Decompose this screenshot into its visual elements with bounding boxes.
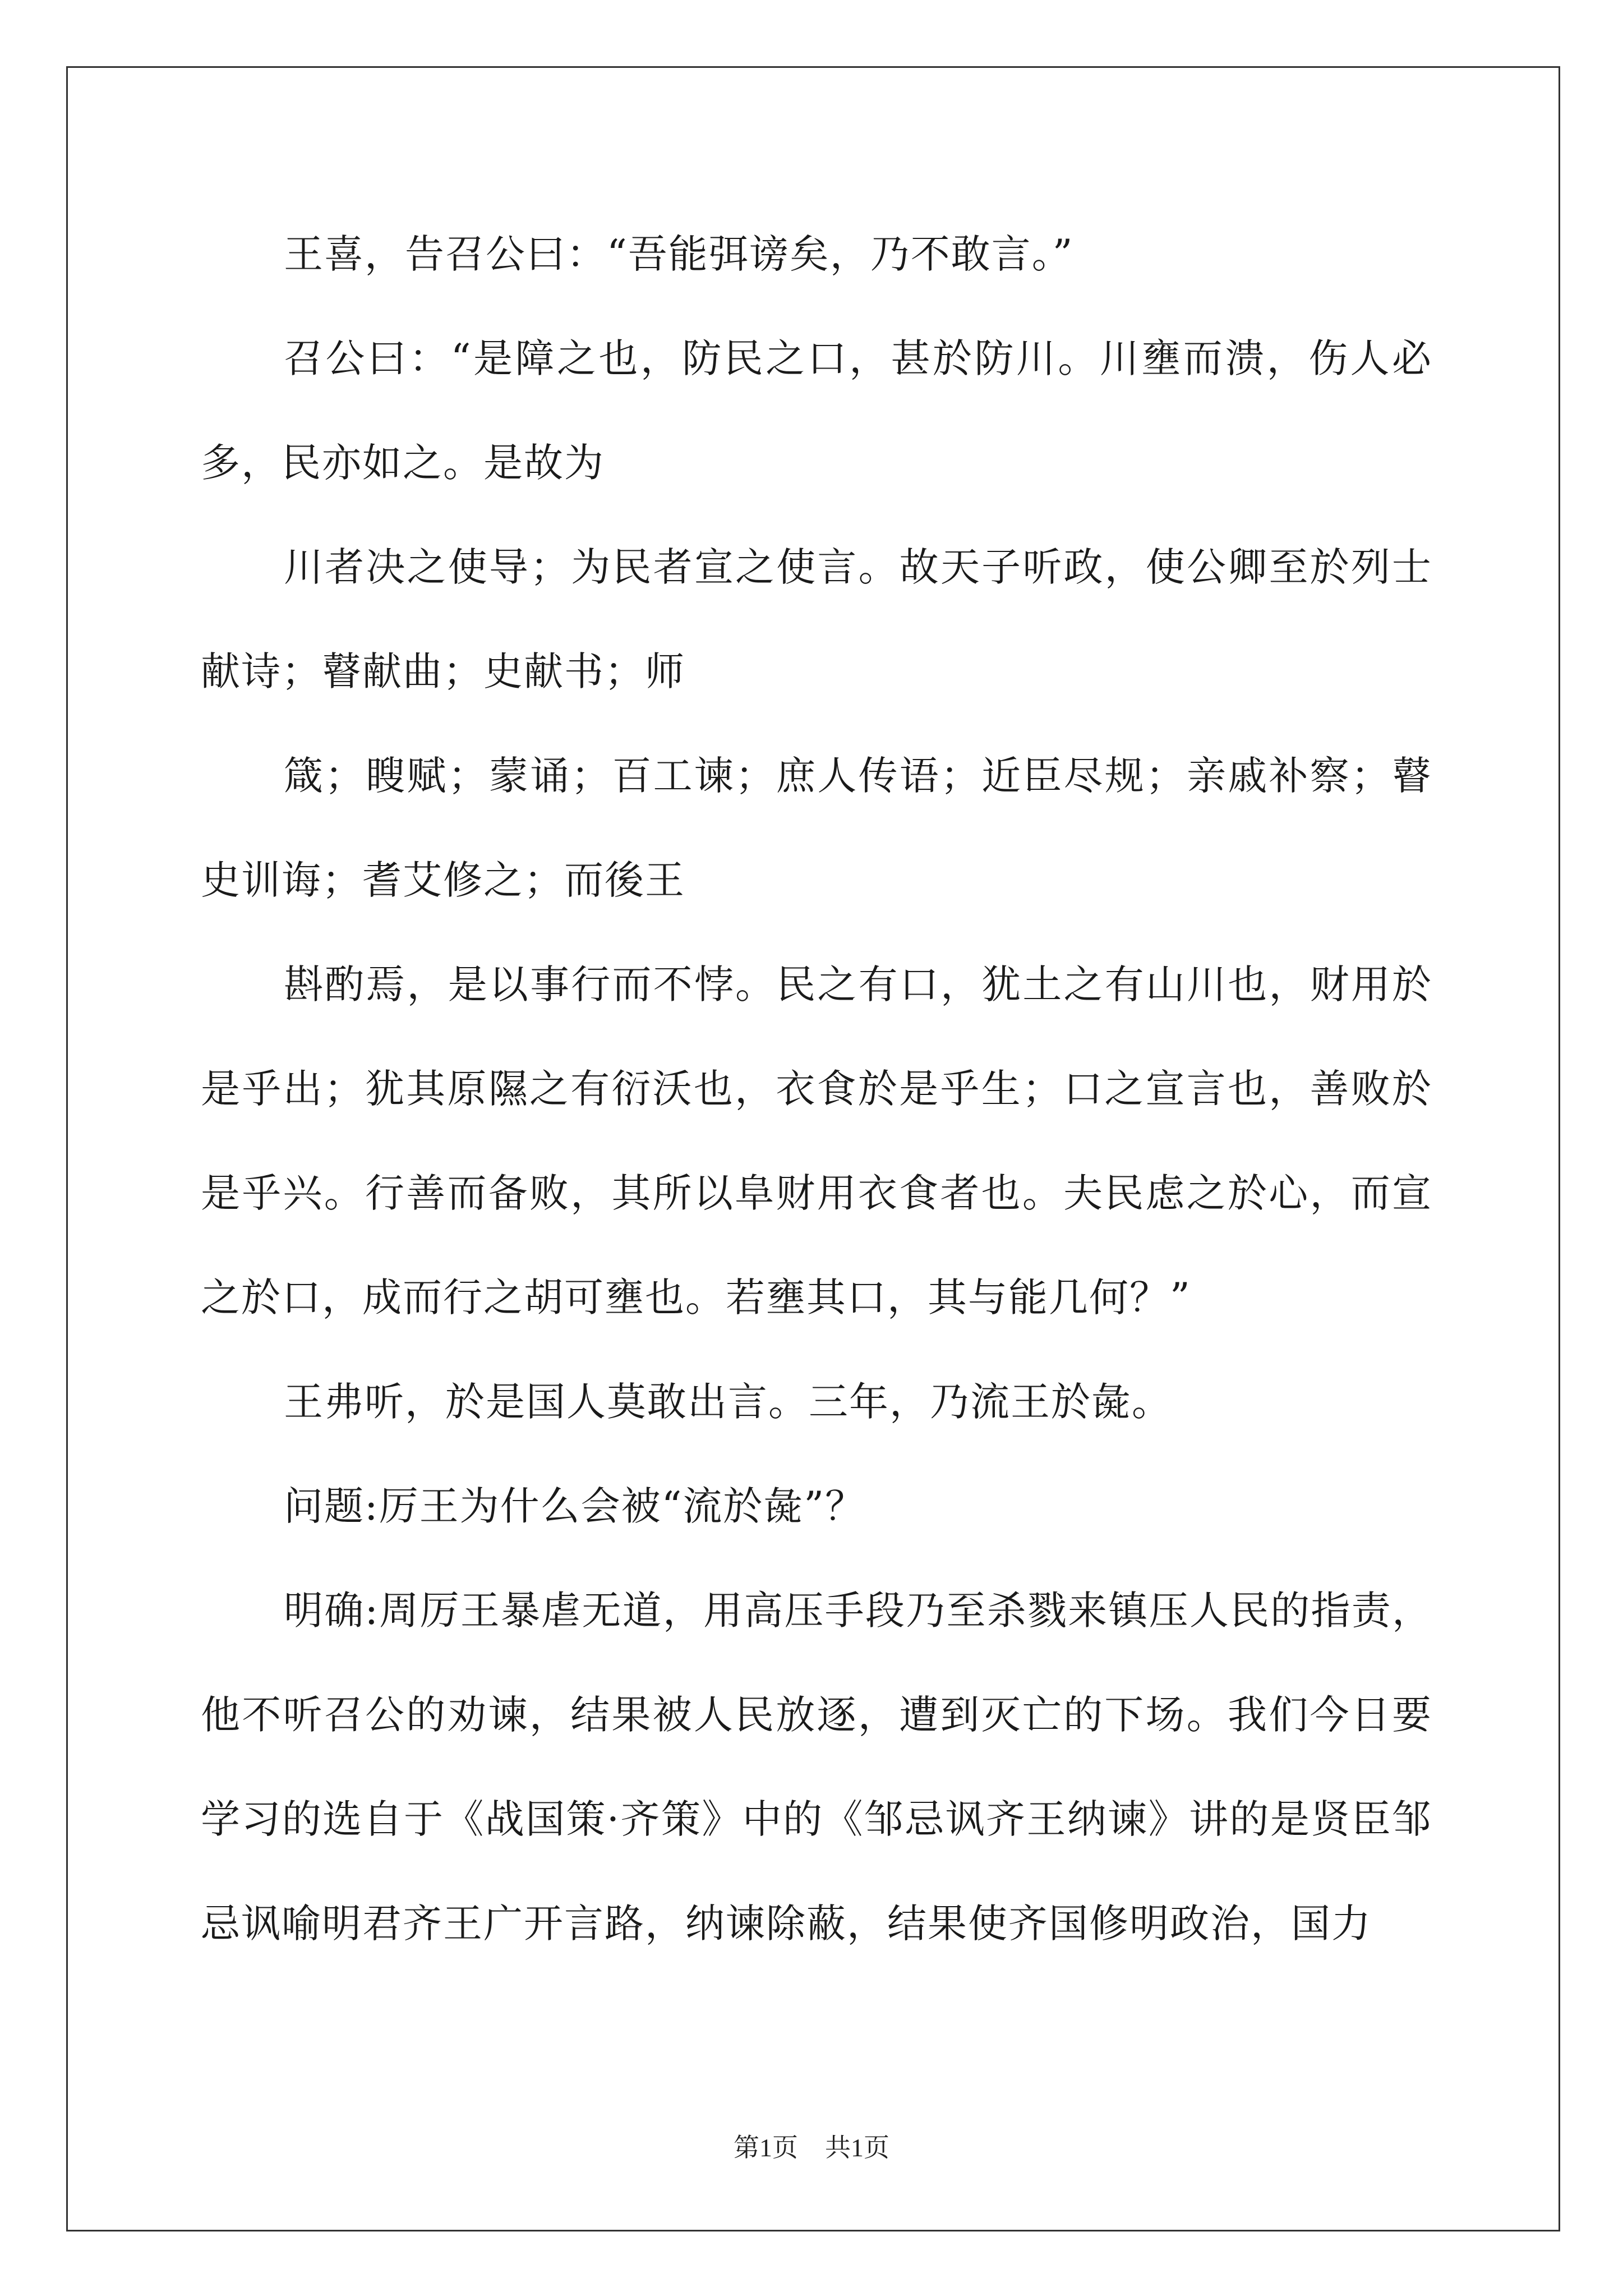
page-total: 共1页 [825, 2133, 889, 2162]
paragraph: 斟酌焉，是以事行而不悖。民之有口，犹土之有山川也，财用於是乎出；犹其原隰之有衍沃也，衣食於是乎生；口之宣言也，善败於是乎兴。行善而备败，其所以阜财用衣食者也。夫民虑之於心，而宣之於口，成而行之胡可壅也。若壅其口，其与能几何？” [201, 961, 1432, 1320]
page-number: 第1页 [734, 2133, 798, 2162]
paragraph: 王喜，告召公曰：“吾能弭谤矣，乃不敢言。” [284, 231, 1074, 277]
paragraph: 明确:周厉王暴虐无道，用高压手段乃至杀戮来镇压人民的指责，他不听召公的劝谏，结果被人民放逐，遭到灭亡的下场。我们今日要学习的选自于《战国策·齐策》中的《邹忌讽齐王纳谏》讲的是贤臣邹忌讽喻明君齐王广开言路，纳谏除蔽，结果使齐国修明政治，国力 [201, 1588, 1432, 1947]
paragraph: 箴；瞍赋；蒙诵；百工谏；庶人传语；近臣尽规；亲戚补察；瞽史训诲；耆艾修之；而後王 [201, 753, 1432, 903]
paragraph: 召公曰：“是障之也，防民之口，甚於防川。川壅而溃，伤人必多，民亦如之。是故为 [201, 335, 1432, 486]
paragraph: 问题:厉王为什么会被“流於彘”？ [284, 1483, 866, 1529]
paragraph: 川者决之使导；为民者宣之使言。故天子听政，使公卿至於列士献诗；瞽献曲；史献书；师 [201, 544, 1432, 694]
page-footer [0, 2127, 1623, 2164]
document-body [201, 202, 1432, 1976]
paragraph: 王弗听，於是国人莫敢出言。三年，乃流王於彘。 [284, 1379, 1172, 1425]
